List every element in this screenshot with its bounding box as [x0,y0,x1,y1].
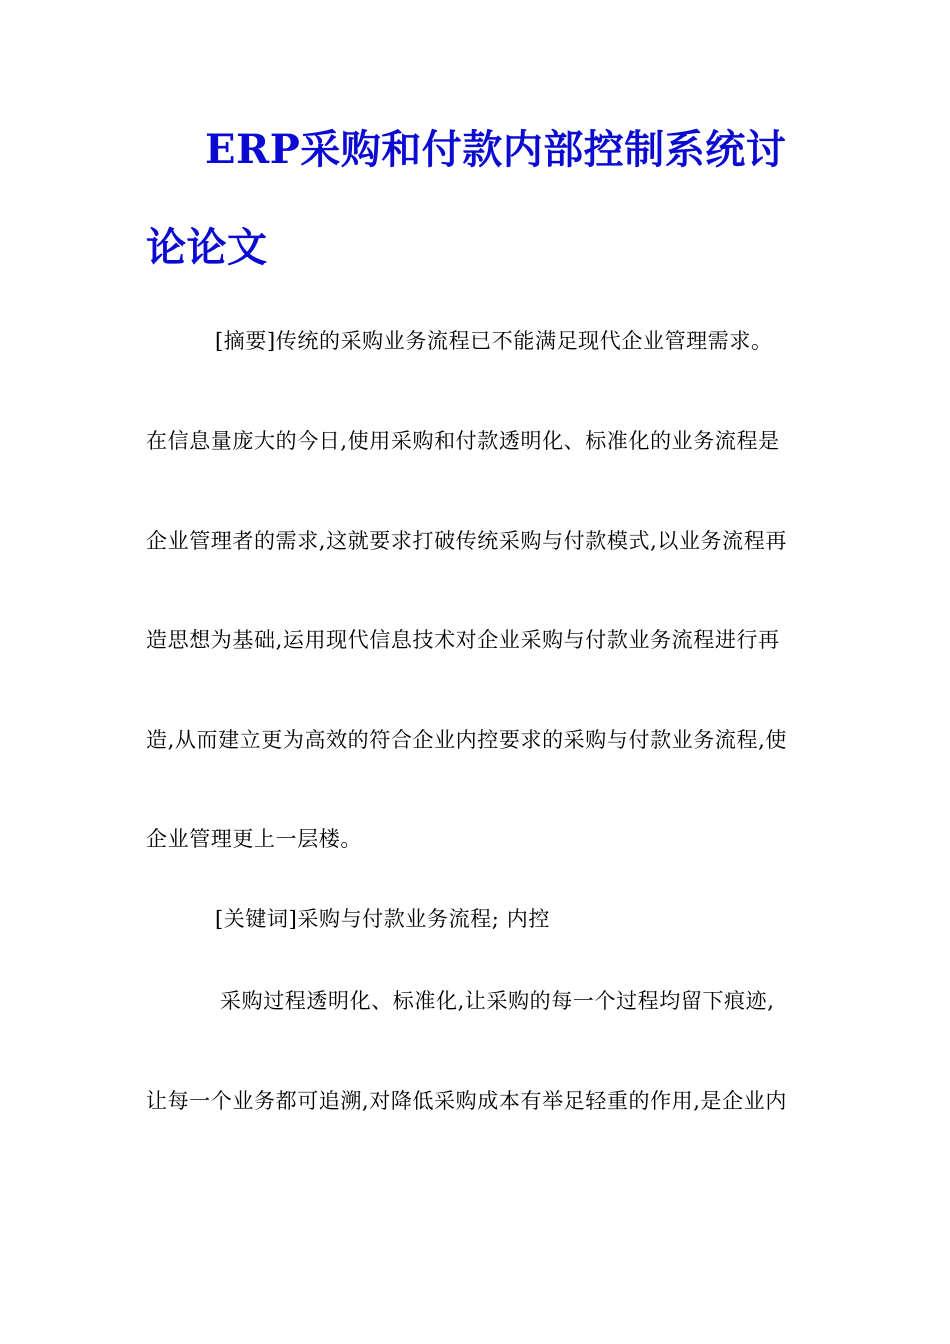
abstract-line-3: 企业管理者的需求,这就要求打破传统采购与付款模式,以业务流程再 [146,529,787,553]
abstract-line-4: 造思想为基础,运用现代信息技术对企业采购与付款业务流程进行再 [146,628,780,652]
keywords-line: [关键词]采购与付款业务流程; 内控 [215,907,550,931]
body-line-2: 让每一个业务都可追溯,对降低采购成本有举足轻重的作用,是企业内 [146,1089,787,1113]
abstract-line-6: 企业管理更上一层楼。 [146,827,362,851]
abstract-line-2: 在信息量庞大的今日,使用采购和付款透明化、标准化的业务流程是 [146,429,780,453]
document-title-line-2: 论论文 [146,224,268,271]
body-line-1: 采购过程透明化、标准化,让采购的每一个过程均留下痕迹, [220,989,775,1013]
abstract-line-5: 造,从而建立更为高效的符合企业内控要求的采购与付款业务流程,使 [146,728,787,752]
document-title-line-1: ERP采购和付款内部控制系统讨 [205,126,787,173]
abstract-line-1: [摘要]传统的采购业务流程已不能满足现代企业管理需求。 [215,329,773,353]
